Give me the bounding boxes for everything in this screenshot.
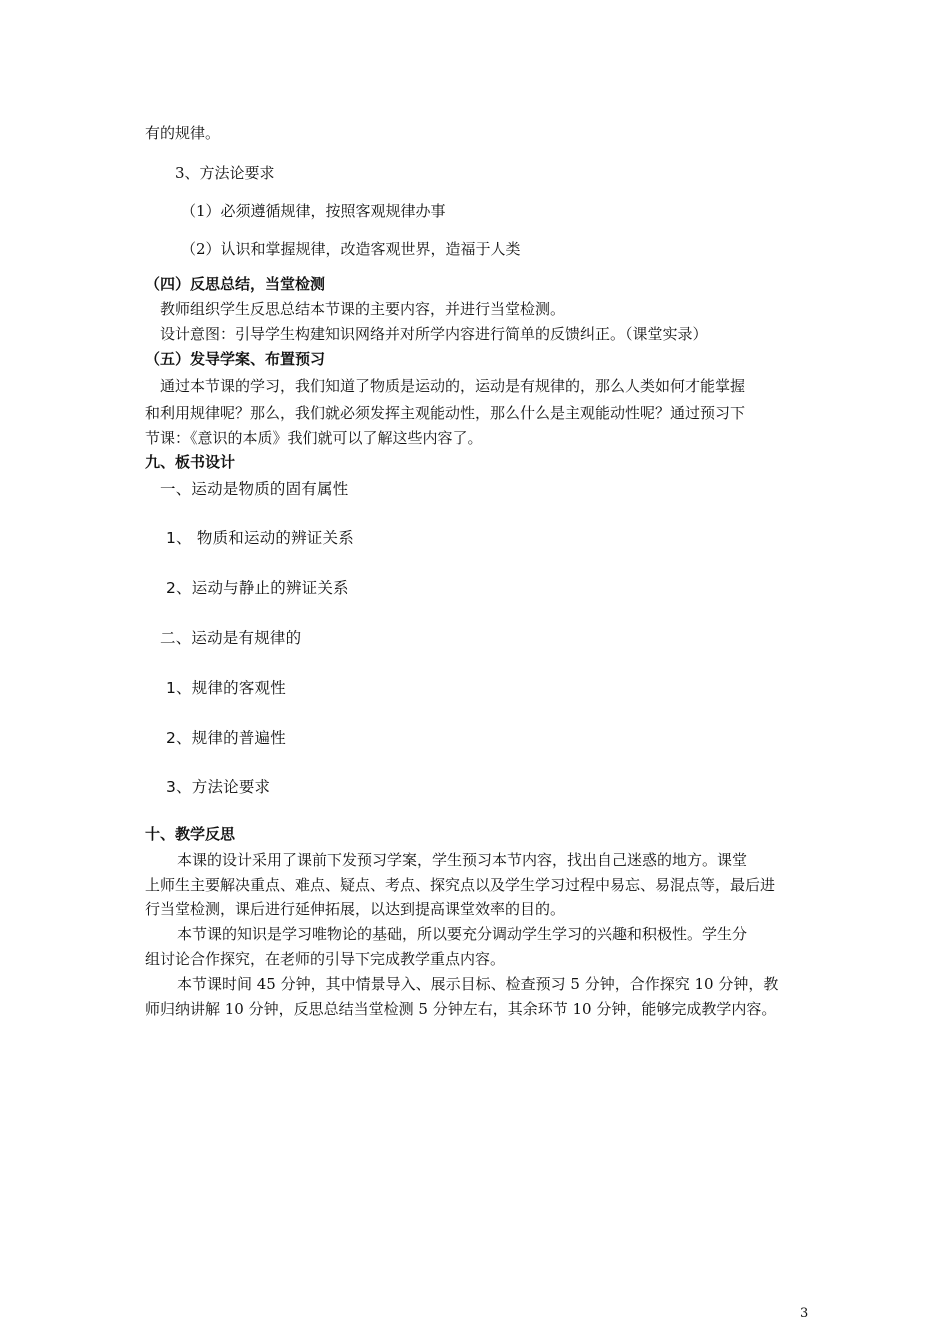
section-5-line-3: 节课：《意识的本质》我们就可以了解这些内容了。: [145, 429, 483, 447]
section-5-line-2: 和利用规律呢？那么，我们就必须发挥主观能动性，那么什么是主观能动性呢？通过预习下: [145, 404, 746, 422]
reflection-line: 本课的设计采用了课前下发预习学案，学生预习本节内容，找出自己迷惑的地方。课堂: [177, 851, 748, 869]
method-heading: 3、方法论要求: [175, 164, 275, 182]
board-item: 3、方法论要求: [166, 778, 271, 796]
reflection-line: 本节课的知识是学习唯物论的基础，所以要充分调动学生学习的兴趣和积极性。学生分: [177, 925, 748, 943]
section-4-title: （四）反思总结，当堂检测: [145, 275, 326, 293]
reflection-line: 组讨论合作探究，在老师的引导下完成教学重点内容。: [145, 950, 506, 968]
board-item: 2、规律的普遍性: [166, 729, 286, 747]
section-5-title: （五）发导学案、布置预习: [145, 350, 326, 368]
design-intent: 设计意图：引导学生构建知识网络并对所学内容进行简单的反馈纠正。（课堂实录）: [160, 325, 708, 343]
board-item: 一、运动是物质的固有属性: [160, 480, 349, 498]
reflection-line: 上师生主要解决重点、难点、疑点、考点、探究点以及学生学习过程中易忘、易混点等，最后进: [145, 876, 776, 894]
board-item: 2、运动与静止的辨证关系: [166, 579, 349, 597]
board-item: 1、规律的客观性: [166, 679, 286, 697]
section-10-title: 十、教学反思: [145, 825, 236, 843]
reflection-line: 师归纳讲解 10 分钟，反思总结当堂检测 5 分钟左右，其余环节 10 分钟，能够完成教学内容。: [145, 1000, 777, 1018]
reflection-line: 行当堂检测，课后进行延伸拓展，以达到提高课堂效率的目的。: [145, 900, 566, 918]
section-9-title: 九、板书设计: [145, 453, 236, 471]
page-number: 3: [800, 1306, 809, 1321]
board-item: 1、 物质和运动的辨证关系: [166, 529, 354, 547]
method-item-2: （2）认识和掌握规律，改造客观世界，造福于人类: [181, 240, 521, 258]
method-item-1: （1）必须遵循规律，按照客观规律办事: [181, 202, 446, 220]
section-5-line-1: 通过本节课的学习，我们知道了物质是运动的，运动是有规律的，那么人类如何才能掌握: [160, 377, 746, 395]
board-item: 二、运动是有规律的: [160, 629, 302, 647]
reflection-line: 本节课时间 45 分钟，其中情景导入、展示目标、检查预习 5 分钟，合作探究 10 分钟，教: [177, 975, 779, 993]
section-4-paragraph: 教师组织学生反思总结本节课的主要内容，并进行当堂检测。: [160, 300, 566, 318]
paragraph-line: 有的规律。: [145, 124, 221, 142]
